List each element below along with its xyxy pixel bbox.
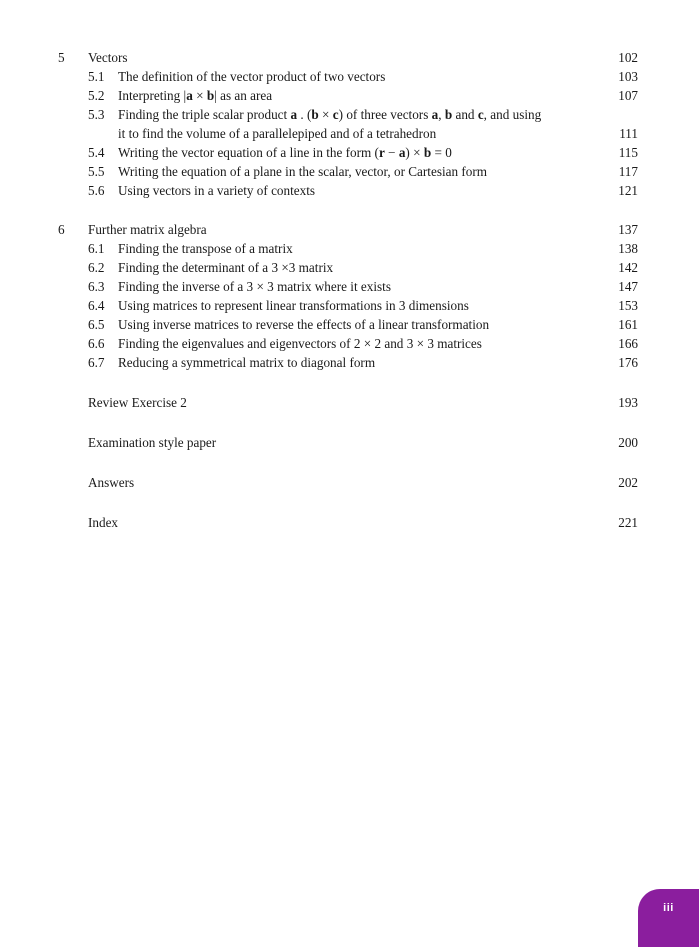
chapter-page-number: 137 — [618, 222, 638, 237]
backmatter-page-number: 200 — [618, 435, 638, 450]
section-title: Using inverse matrices to reverse the effects of a linear transformation — [118, 317, 490, 332]
toc-section-row[interactable] — [58, 277, 638, 296]
backmatter-page-number: 221 — [618, 515, 638, 530]
section-title: Finding the triple scalar product a . (b × c) of three vectors a, b and c, and using — [118, 107, 542, 122]
backmatter-title: Index — [88, 515, 119, 530]
section-number: 5.1 — [88, 69, 105, 84]
section-number: 6.2 — [88, 260, 105, 275]
toc-section-row[interactable] — [58, 258, 638, 277]
section-number: 5.3 — [88, 107, 105, 122]
section-number: 5.6 — [88, 183, 105, 198]
toc-section-row[interactable] — [58, 353, 638, 372]
toc-entries — [58, 48, 638, 372]
section-number: 6.6 — [88, 336, 105, 351]
section-page-number: 176 — [618, 355, 638, 370]
section-number: 6.5 — [88, 317, 105, 332]
section-title: Finding the inverse of a 3 × 3 matrix where it exists — [118, 279, 391, 294]
section-number: 5.5 — [88, 164, 105, 179]
section-title: Finding the eigenvalues and eigenvectors of 2 × 2 and 3 × 3 matrices — [118, 336, 482, 351]
back-matter-entries — [58, 393, 638, 532]
section-page-number: 107 — [618, 88, 638, 103]
section-title: Writing the equation of a plane in the scalar, vector, or Cartesian form — [118, 164, 487, 179]
section-number: 5.4 — [88, 145, 105, 160]
table-of-contents — [58, 48, 638, 553]
backmatter-page-number: 202 — [618, 475, 638, 490]
toc-section-row[interactable] — [58, 239, 638, 258]
toc-section-row[interactable] — [58, 105, 638, 124]
section-number: 6.1 — [88, 241, 105, 256]
section-number: 6.7 — [88, 355, 105, 370]
section-page-number: 103 — [618, 69, 638, 84]
toc-section-row[interactable] — [58, 143, 638, 162]
toc-section-row[interactable] — [58, 86, 638, 105]
section-number: 5.2 — [88, 88, 105, 103]
section-title: Using vectors in a variety of contexts — [118, 183, 316, 198]
toc-section-row[interactable] — [58, 181, 638, 200]
backmatter-title: Review Exercise 2 — [88, 395, 187, 410]
backmatter-page-number: 193 — [618, 395, 638, 410]
toc-backmatter-row[interactable] — [58, 513, 638, 532]
section-title: Using matrices to represent linear transformations in 3 dimensions — [118, 298, 469, 313]
page-corner-tab — [638, 889, 699, 947]
chapter-page-number: 102 — [618, 50, 638, 65]
section-page-number: 147 — [618, 279, 638, 294]
section-title-continuation: it to find the volume of a parallelepiped and of a tetrahedron — [118, 126, 437, 141]
section-page-number: 166 — [618, 336, 638, 351]
section-number: 6.4 — [88, 298, 105, 313]
chapter-number: 6 — [58, 222, 65, 237]
toc-section-row[interactable] — [58, 67, 638, 86]
toc-section-row[interactable] — [58, 334, 638, 353]
toc-backmatter-row[interactable] — [58, 393, 638, 412]
section-page-number: 138 — [618, 241, 638, 256]
chapter-group — [58, 220, 638, 372]
toc-section-continuation-row[interactable] — [58, 124, 638, 143]
chapter-title: Vectors — [88, 50, 128, 65]
toc-chapter-row[interactable] — [58, 48, 638, 67]
chapter-group — [58, 48, 638, 200]
section-title: Reducing a symmetrical matrix to diagonal form — [118, 355, 376, 370]
section-page-number: 111 — [619, 126, 638, 141]
backmatter-title: Answers — [88, 475, 135, 490]
section-title: Finding the transpose of a matrix — [118, 241, 293, 256]
toc-backmatter-row[interactable] — [58, 473, 638, 492]
section-page-number: 161 — [618, 317, 638, 332]
chapter-number: 5 — [58, 50, 65, 65]
toc-chapter-row[interactable] — [58, 220, 638, 239]
section-title: Interpreting |a × b| as an area — [118, 88, 273, 103]
toc-section-row[interactable] — [58, 162, 638, 181]
section-page-number: 142 — [618, 260, 638, 275]
section-title: Finding the determinant of a 3 ×3 matrix — [118, 260, 334, 275]
section-title: The definition of the vector product of two vectors — [118, 69, 386, 84]
section-page-number: 115 — [618, 145, 638, 160]
toc-backmatter-row[interactable] — [58, 433, 638, 452]
backmatter-title: Examination style paper — [88, 435, 217, 450]
section-page-number: 121 — [618, 183, 638, 198]
section-number: 6.3 — [88, 279, 105, 294]
section-title: Writing the vector equation of a line in the form (r − a) × b = 0 — [118, 145, 452, 160]
chapter-title: Further matrix algebra — [88, 222, 207, 237]
section-page-number: 117 — [618, 164, 638, 179]
toc-section-row[interactable] — [58, 315, 638, 334]
section-page-number: 153 — [618, 298, 638, 313]
folio-number: iii — [663, 902, 674, 914]
toc-section-row[interactable] — [58, 296, 638, 315]
